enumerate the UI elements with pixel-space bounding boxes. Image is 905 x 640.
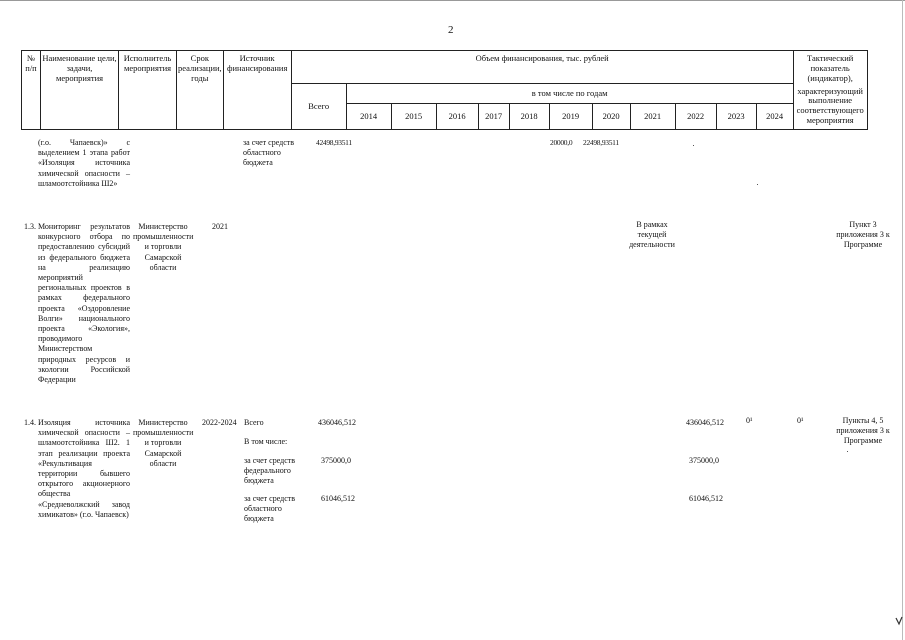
row14-total-regional: 61046,512 <box>321 494 355 503</box>
page-right-border <box>902 0 903 640</box>
row14-name: Изоляция источника химической опасности – шламоотстойника Ш2. 1 этап реализации проекта «Рекультивация территории бывшего открытого акционерного общества «Средневолжский завод химикатов» (г.о. Чапаевск) <box>38 418 130 519</box>
row14-2022-all: 436046,512 <box>686 418 724 427</box>
header-total: Всего <box>291 84 346 130</box>
year-2023: 2023 <box>716 104 756 130</box>
row0-source: за счет средств областного бюджета <box>243 138 295 168</box>
year-2020: 2020 <box>592 104 630 130</box>
row14-source-all: Всего <box>244 418 264 427</box>
row14-executor: Министерство промышленности и торговли Самарской области <box>133 418 194 468</box>
year-2024: 2024 <box>756 104 793 130</box>
row14-indicator: Пункты 4, 5 приложения 3 к Программе <box>836 416 890 446</box>
year-2015: 2015 <box>391 104 436 130</box>
header-term: Срок реализации, годы <box>177 51 224 130</box>
header-funding: Объем финансирования, тыс. рублей <box>291 51 793 84</box>
year-2022: 2022 <box>675 104 716 130</box>
row14-2022-regional: 61046,512 <box>689 494 723 503</box>
page-top-border <box>0 0 905 1</box>
page-number: 2 <box>448 24 454 36</box>
row14-2023-all: 0¹ <box>746 416 753 425</box>
header-by-years: в том числе по годам <box>346 84 793 104</box>
row14-term: 2022-2024 <box>202 418 237 427</box>
scan-speck <box>693 145 694 146</box>
row14-source-federal: за счет средств федерального бюджета <box>244 456 296 486</box>
row13-term: 2021 <box>212 222 228 231</box>
scan-speck <box>757 184 758 185</box>
header-indicator-bottom: характеризующий выполнение соответствующего мероприятия <box>793 84 867 130</box>
year-2018: 2018 <box>509 104 549 130</box>
row0-total: 42498,93511 <box>316 138 352 147</box>
header-source: Источник финансирования <box>223 51 291 130</box>
scan-speck <box>847 451 848 452</box>
row13-executor: Министерство промышленности и торговли Самарской области <box>133 222 194 272</box>
row14-2022-federal: 375000,0 <box>689 456 719 465</box>
header-indicator-top: Тактический показатель (индикатор), <box>793 51 867 84</box>
row14-total-federal: 375000,0 <box>321 456 351 465</box>
row13-indicator: Пункт 3 приложения 3 к Программе <box>836 220 890 250</box>
year-2016: 2016 <box>436 104 478 130</box>
header-executor: Исполнитель мероприятия <box>119 51 177 130</box>
header-number: № п/п <box>22 51 41 130</box>
year-2021: 2021 <box>630 104 675 130</box>
row13-funding-note: В рамках текущей деятельности <box>629 220 675 250</box>
funding-table-header <box>21 50 868 130</box>
row14-source-including: В том числе: <box>244 437 288 446</box>
row14-source-regional: за счет средств областного бюджета <box>244 494 296 524</box>
header-name: Наименование цели, задачи, мероприятия <box>41 51 119 130</box>
row0-2019: 22498,93511 <box>583 138 619 147</box>
row0-name: (г.о. Чапаевск)» с выделением 1 этапа работ «Изоляция источника химической опасности – шламоотстойника Ш2» <box>38 138 130 188</box>
row14-number: 1.4. <box>24 418 36 427</box>
year-2014: 2014 <box>346 104 391 130</box>
row13-name: Мониторинг результатов конкурсного отбора по предоставлению субсидий из федерального бюджета на реализацию мероприятий региональных проектов в рамках федерального проекта «Оздоровление Волги» национального проекта «Экология», проводимого Министерством природных ресурсов и экологии Российской Федерации <box>38 222 130 385</box>
row14-2024-all: 0¹ <box>797 416 804 425</box>
year-2017: 2017 <box>478 104 509 130</box>
row13-number: 1.3. <box>24 222 36 231</box>
row0-2018: 20000,0 <box>550 138 573 147</box>
corner-mark-icon <box>895 616 903 626</box>
row14-total-all: 436046,512 <box>318 418 356 427</box>
year-2019: 2019 <box>549 104 592 130</box>
